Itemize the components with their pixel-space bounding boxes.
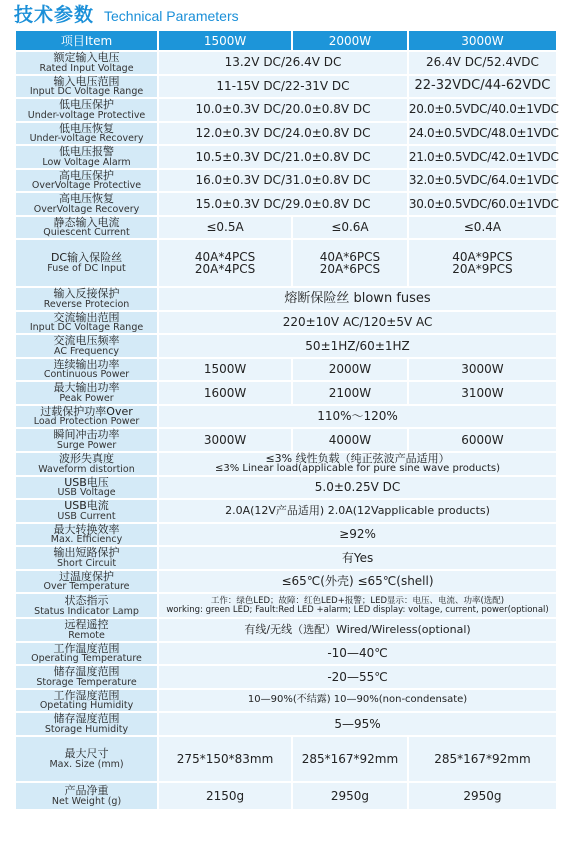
value-cell: 220±10V AC/120±5V AC [159, 312, 556, 334]
value-cell: -10—40℃ [159, 643, 556, 665]
value-cell: 24.0±0.5VDC/48.0±1VDC [409, 123, 556, 145]
row-label: 远程遥控 Remote [16, 619, 157, 641]
table-row [16, 594, 556, 617]
row-label: 交流电压频率 AC Frequency [16, 335, 157, 357]
row-label: 瞬间冲击功率 Surge Power [16, 429, 157, 451]
value-cell: 32.0±0.5VDC/64.0±1VDC [409, 170, 556, 192]
row-label: 工作温度范围 Operating Temperature [16, 643, 157, 665]
value-cell: 工作：绿色LED；故障：红色LED+报警；LED显示：电压、电流、功率(选配) working: green LED; Fault:Red LED +alarm; LED display: voltage, current, power(optional) [159, 594, 556, 617]
row-label: 储存湿度范围 Storage Humidity [16, 713, 157, 735]
value-cell: 6000W [409, 429, 556, 451]
table-row [16, 288, 556, 310]
value-cell: 16.0±0.3V DC/31.0±0.8V DC [159, 170, 407, 192]
row-label: 连续输出功率 Continuous Power [16, 359, 157, 381]
value-cell: 2100W [293, 382, 407, 404]
table-row [16, 52, 556, 74]
table-row [16, 170, 556, 192]
value-cell: 3000W [409, 359, 556, 381]
table-row [16, 477, 556, 499]
row-label: 最大转换效率 Max. Efficiency [16, 524, 157, 546]
table-row [16, 643, 556, 665]
title-cn: 技术参数 [14, 4, 95, 26]
table-row [16, 571, 556, 593]
value-cell: 285*167*92mm [293, 737, 407, 781]
row-label: USB电压 USB Voltage [16, 477, 157, 499]
table-row [16, 146, 556, 168]
value-cell: 11-15V DC/22-31V DC [159, 76, 407, 98]
row-label: 储存温度范围 Storage Temperature [16, 666, 157, 688]
row-label: 低电压恢复 Under-voltage Recovery [16, 123, 157, 145]
row-label: 过载保护功率Over Load Protection Power [16, 406, 157, 428]
value-cell: 3100W [409, 382, 556, 404]
table-row [16, 429, 556, 451]
table-row [16, 690, 556, 712]
value-cell: 20.0±0.5VDC/40.0±1VDC [409, 99, 556, 121]
row-label: 波形失真度 Waveform distortion [16, 453, 157, 475]
value-cell: 12.0±0.3V DC/24.0±0.8V DC [159, 123, 407, 145]
value-cell: 110%～120% [159, 406, 556, 428]
value-cell: 10—90%(不结露) 10—90%(non-condensate) [159, 690, 556, 712]
table-row [16, 193, 556, 215]
value-cell: 30.0±0.5VDC/60.0±1VDC [409, 193, 556, 215]
table-row [16, 217, 556, 239]
table-row [16, 666, 556, 688]
row-label: DC输入保险丝 Fuse of DC Input [16, 240, 157, 286]
title-en: Technical Parameters [104, 8, 239, 24]
table-row [16, 359, 556, 381]
value-cell: 有Yes [159, 547, 556, 569]
row-label: 输入反接保护 Reverse Protecion [16, 288, 157, 310]
table-row [16, 783, 556, 809]
header-2000w: 2000W [293, 31, 407, 50]
row-label: 产品净重 Net Weight (g) [16, 783, 157, 809]
table-row [16, 76, 556, 98]
value-cell: 285*167*92mm [409, 737, 556, 781]
row-label: 最大输出功率 Peak Power [16, 382, 157, 404]
value-cell: 21.0±0.5VDC/42.0±1VDC [409, 146, 556, 168]
value-cell: -20—55℃ [159, 666, 556, 688]
value-cell: ≤3% 线性负载（纯正弦波产品适用） ≤3% Linear load(applicable for pure sine wave products) [159, 453, 556, 475]
value-cell: 40A*4PCS 20A*4PCS [159, 240, 291, 286]
row-label: 高电压保护 OverVoltage Protective [16, 170, 157, 192]
value-cell: 26.4V DC/52.4VDC [409, 52, 556, 74]
value-cell: 15.0±0.3V DC/29.0±0.8V DC [159, 193, 407, 215]
value-cell: ≤65℃(外壳) ≤65℃(shell) [159, 571, 556, 593]
row-label: 交流输出范围 Input DC Voltage Range [16, 312, 157, 334]
row-label: 低电压保护 Under-voltage Protective [16, 99, 157, 121]
table-row [16, 619, 556, 641]
value-cell: 40A*9PCS 20A*9PCS [409, 240, 556, 286]
row-label: 最大尺寸 Max. Size (mm) [16, 737, 157, 781]
table-row [16, 453, 556, 475]
table-row [16, 335, 556, 357]
table-row [16, 737, 556, 781]
table-row [16, 547, 556, 569]
header-1500w: 1500W [159, 31, 291, 50]
value-cell: 1600W [159, 382, 291, 404]
value-cell: 有线/无线（选配）Wired/Wireless(optional) [159, 619, 556, 641]
value-cell: 2950g [409, 783, 556, 809]
row-label: 过温度保护 Over Temperature [16, 571, 157, 593]
value-cell: 4000W [293, 429, 407, 451]
row-label: 额定输入电压 Rated Input Voltage [16, 52, 157, 74]
value-cell: 10.5±0.3V DC/21.0±0.8V DC [159, 146, 407, 168]
value-cell: ≥92% [159, 524, 556, 546]
table-row [16, 524, 556, 546]
table-row [16, 99, 556, 121]
value-cell: 熔断保险丝 blown fuses [159, 288, 556, 310]
value-cell: 13.2V DC/26.4V DC [159, 52, 407, 74]
value-cell: 1500W [159, 359, 291, 381]
header-3000w: 3000W [409, 31, 556, 50]
row-label: 输出短路保护 Short Circuit [16, 547, 157, 569]
value-cell: 5.0±0.25V DC [159, 477, 556, 499]
table-row [16, 713, 556, 735]
value-cell: ≤0.4A [409, 217, 556, 239]
table-row [16, 500, 556, 522]
value-cell: 3000W [159, 429, 291, 451]
table-row [16, 312, 556, 334]
value-cell: 2.0A(12V产品适用) 2.0A(12Vapplicable products) [159, 500, 556, 522]
spec-table [14, 29, 558, 811]
value-cell: ≤0.5A [159, 217, 291, 239]
table-row [16, 240, 556, 286]
value-cell: 2950g [293, 783, 407, 809]
header-item: 项目Item [16, 31, 157, 50]
page-title [14, 0, 559, 26]
row-label: 状态指示 Status Indicator Lamp [16, 594, 157, 617]
value-cell: 2000W [293, 359, 407, 381]
value-cell: 10.0±0.3V DC/20.0±0.8V DC [159, 99, 407, 121]
header-row [16, 31, 556, 50]
value-cell: 40A*6PCS 20A*6PCS [293, 240, 407, 286]
value-cell: 275*150*83mm [159, 737, 291, 781]
row-label: USB电流 USB Current [16, 500, 157, 522]
table-row [16, 123, 556, 145]
row-label: 静态输入电流 Quiescent Current [16, 217, 157, 239]
value-cell: ≤0.6A [293, 217, 407, 239]
value-cell: 5—95% [159, 713, 556, 735]
table-row [16, 406, 556, 428]
row-label: 工作湿度范围 Opetating Humidity [16, 690, 157, 712]
value-cell: 2150g [159, 783, 291, 809]
row-label: 低电压报警 Low Voltage Alarm [16, 146, 157, 168]
table-row [16, 382, 556, 404]
value-cell: 22-32VDC/44-62VDC [409, 76, 556, 98]
value-cell: 50±1HZ/60±1HZ [159, 335, 556, 357]
row-label: 输入电压范围 Input DC Voltage Range [16, 76, 157, 98]
row-label: 高电压恢复 OverVoltage Recovery [16, 193, 157, 215]
